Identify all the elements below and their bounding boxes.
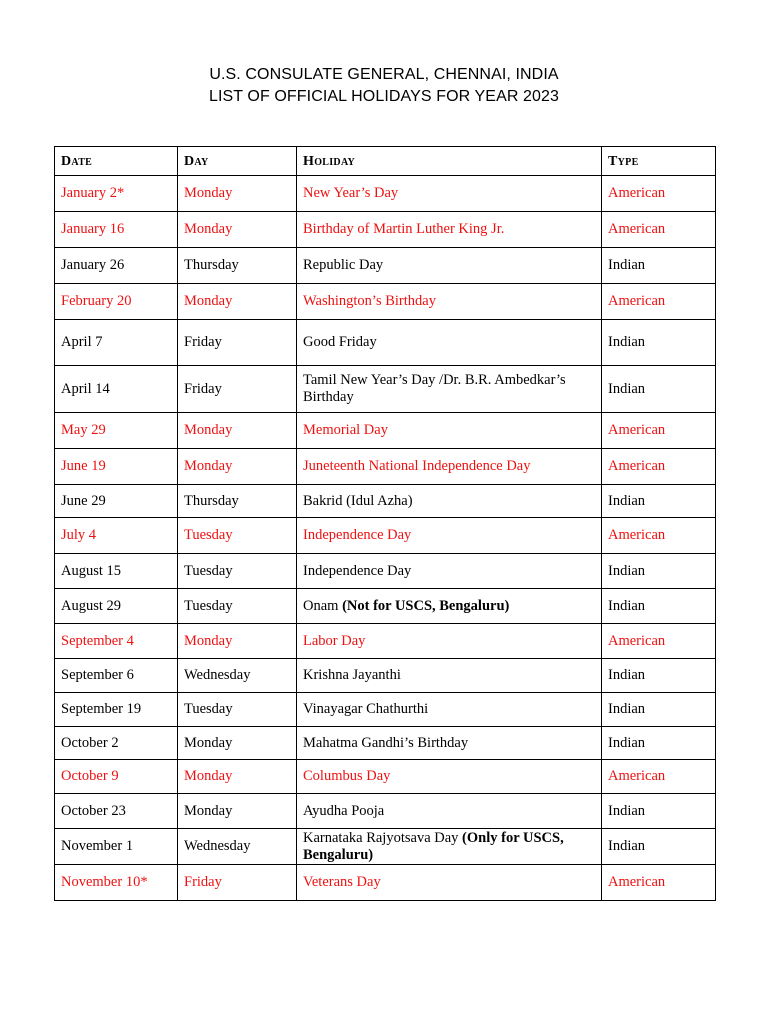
cell-day: Tuesday [178,693,297,727]
cell-day: Monday [178,212,297,248]
cell-holiday [297,865,602,901]
table-header-row [55,147,716,176]
cell-holiday [297,693,602,727]
cell-day: Monday [178,284,297,320]
cell-type: Indian [602,794,716,829]
cell-date: June 29 [55,485,178,518]
table-row [55,589,716,624]
cell-day: Monday [178,176,297,212]
holiday-name: Bakrid (Idul Azha) [303,492,413,509]
table-row [55,865,716,901]
cell-type: Indian [602,320,716,366]
holiday-name: Onam [303,597,343,614]
holiday-name: Good Friday [303,334,377,350]
cell-date: January 2* [55,176,178,212]
cell-day: Monday [178,449,297,485]
holiday-name: Juneteenth National Independence Day [303,458,531,474]
cell-type: Indian [602,659,716,693]
table-row [55,624,716,659]
table-row [55,659,716,693]
header-day: Day [178,147,297,176]
title-line-1: U.S. CONSULATE GENERAL, CHENNAI, INDIA [209,66,559,83]
cell-day: Friday [178,865,297,901]
holiday-name: Independence Day [303,562,412,579]
cell-type: Indian [602,829,716,865]
cell-type: Indian [602,366,716,413]
holiday-name: Ayudha Pooja [303,802,385,819]
holiday-name: Birthday of Martin Luther King Jr. [303,221,505,237]
holiday-table [54,146,716,901]
cell-type: American [602,518,716,554]
table-row [55,485,716,518]
table-row [55,449,716,485]
cell-day: Friday [178,320,297,366]
holiday-name: New Year’s Day [303,185,399,201]
cell-date: August 15 [55,554,178,589]
table-row [55,554,716,589]
header-date: Date [55,147,178,176]
table-row [55,518,716,554]
cell-type: American [602,624,716,659]
title-line-2: LIST OF OFFICIAL HOLIDAYS FOR YEAR 2023 [208,88,560,105]
cell-date: April 14 [55,366,178,413]
cell-date: May 29 [55,413,178,449]
cell-holiday [297,727,602,760]
cell-day: Wednesday [178,659,297,693]
cell-date: September 4 [55,624,178,659]
cell-date: February 20 [55,284,178,320]
cell-date: June 19 [55,449,178,485]
cell-date: November 10* [55,865,178,901]
cell-date: October 2 [55,727,178,760]
holiday-name: Karnataka Rajyotsava Day [303,829,463,846]
cell-type: American [602,449,716,485]
holiday-name: Republic Day [303,257,384,273]
cell-type: American [602,865,716,901]
cell-holiday [297,366,602,413]
holiday-name: Veterans Day [303,874,381,890]
cell-date: January 26 [55,248,178,284]
holiday-name: Labor Day [303,632,366,649]
holiday-name: Krishna Jayanthi [303,667,401,683]
table-row [55,176,716,212]
cell-date: August 29 [55,589,178,624]
cell-day: Monday [178,794,297,829]
cell-date: November 1 [55,829,178,865]
table-row [55,829,716,865]
cell-type: Indian [602,485,716,518]
table-row [55,794,716,829]
cell-holiday [297,829,602,865]
cell-holiday [297,176,602,212]
cell-holiday [297,284,602,320]
table-row [55,727,716,760]
holiday-name: Independence Day [303,527,412,543]
table-row [55,366,716,413]
cell-holiday [297,659,602,693]
table-row [55,413,716,449]
cell-day: Monday [178,727,297,760]
table-row [55,212,716,248]
holiday-name: Tamil New Year’s Day /Dr. B.R. Ambedkar’s Birthday [303,372,566,405]
cell-date: January 16 [55,212,178,248]
table-row [55,760,716,794]
table-row [55,320,716,366]
cell-day: Wednesday [178,829,297,865]
cell-holiday [297,760,602,794]
table-row [55,693,716,727]
document-title [0,64,768,108]
cell-date: September 19 [55,693,178,727]
holiday-note: (Only for USCS, Bengaluru) [303,829,564,863]
holiday-name: Columbus Day [303,768,391,784]
cell-day: Friday [178,366,297,413]
cell-holiday [297,624,602,659]
cell-type: Indian [602,248,716,284]
cell-date: October 9 [55,760,178,794]
cell-type: American [602,413,716,449]
cell-type: Indian [602,693,716,727]
cell-date: October 23 [55,794,178,829]
cell-holiday [297,518,602,554]
holiday-name: Washington’s Birthday [303,293,436,309]
cell-day: Thursday [178,485,297,518]
header-type: Type [602,147,716,176]
cell-date: July 4 [55,518,178,554]
holiday-name: Memorial Day [303,422,388,438]
holiday-note: (Not for USCS, Bengaluru) [342,597,510,614]
cell-holiday [297,320,602,366]
cell-holiday [297,554,602,589]
cell-date: September 6 [55,659,178,693]
table-row [55,284,716,320]
cell-holiday [297,794,602,829]
cell-day: Monday [178,760,297,794]
cell-day: Monday [178,624,297,659]
holiday-name: Mahatma Gandhi’s Birthday [303,734,469,751]
cell-day: Tuesday [178,589,297,624]
cell-day: Tuesday [178,518,297,554]
cell-type: American [602,760,716,794]
holiday-name: Vinayagar Chathurthi [303,701,429,717]
cell-holiday [297,449,602,485]
cell-type: American [602,212,716,248]
cell-day: Tuesday [178,554,297,589]
cell-type: American [602,284,716,320]
cell-holiday [297,248,602,284]
table-row [55,248,716,284]
cell-date: April 7 [55,320,178,366]
cell-holiday [297,413,602,449]
cell-type: Indian [602,589,716,624]
cell-day: Monday [178,413,297,449]
cell-type: Indian [602,554,716,589]
cell-type: Indian [602,727,716,760]
cell-day: Thursday [178,248,297,284]
cell-holiday [297,485,602,518]
cell-holiday [297,589,602,624]
cell-type: American [602,176,716,212]
header-holiday: Holiday [297,147,602,176]
cell-holiday [297,212,602,248]
